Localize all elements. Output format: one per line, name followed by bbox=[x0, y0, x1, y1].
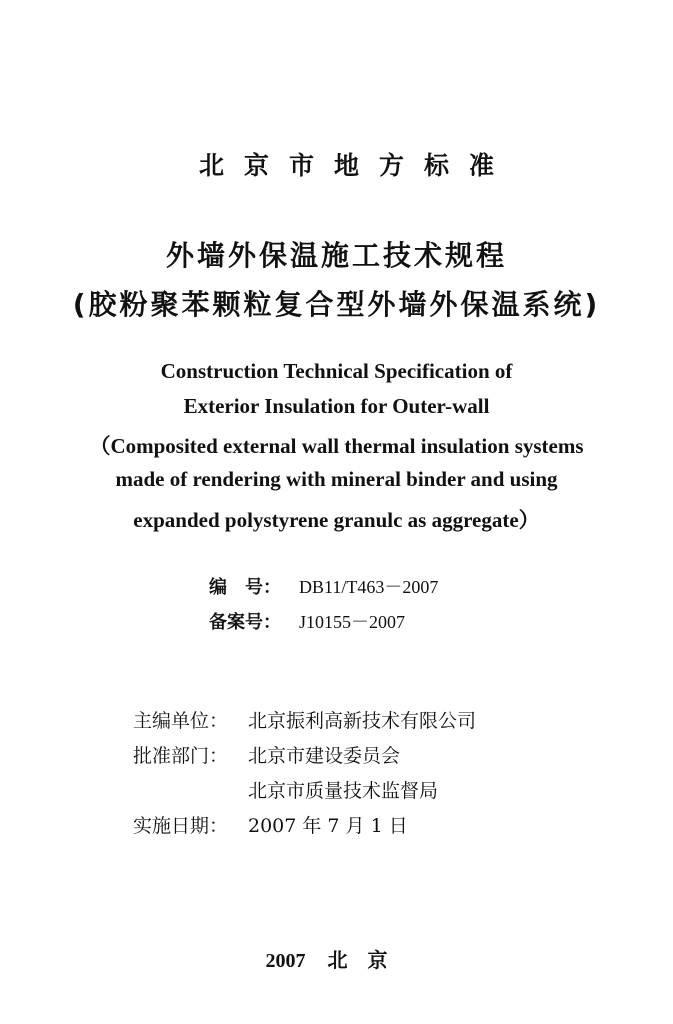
date-value: 2007 年 7 月 1 日 bbox=[248, 815, 408, 837]
standard-number-line bbox=[209, 573, 438, 608]
record-number-line bbox=[209, 608, 438, 643]
editor-label: 主编单位： bbox=[133, 710, 229, 732]
title-chinese-line-1: 外墙外保温施工技术规程 bbox=[165, 239, 507, 272]
standard-number-label: 编 号： bbox=[209, 577, 281, 598]
title-english-line-3: （Composited external wall thermal insulation systems bbox=[89, 434, 584, 458]
approval-line bbox=[133, 741, 476, 776]
code-block bbox=[209, 573, 438, 643]
title-english-line-4: made of rendering with mineral binder and using bbox=[115, 467, 558, 491]
standard-org-heading: 北京市地方标准 bbox=[198, 151, 514, 180]
editor-value: 北京振利高新技术有限公司 bbox=[248, 710, 477, 732]
approval-label: 批准部门： bbox=[133, 745, 229, 767]
date-line bbox=[133, 811, 476, 846]
info-block bbox=[133, 706, 476, 846]
record-number-label: 备案号： bbox=[209, 612, 281, 633]
title-english-line-5: expanded polystyrene granulc as aggregate） bbox=[133, 508, 540, 532]
footer-city: 北京 bbox=[327, 948, 408, 972]
title-chinese-line-2: (胶粉聚苯颗粒复合型外墙外保温系统) bbox=[72, 288, 601, 321]
title-english-line-2: Exterior Insulation for Outer-wall bbox=[183, 394, 490, 418]
footer-year: 2007 bbox=[265, 950, 306, 972]
date-label: 实施日期： bbox=[133, 815, 229, 837]
standard-number-value: DB11/T463－2007 bbox=[299, 577, 439, 597]
title-english-line-1: Construction Technical Specification of bbox=[160, 359, 513, 383]
approval-value-1: 北京市建设委员会 bbox=[248, 745, 401, 767]
record-number-value: J10155－2007 bbox=[299, 612, 406, 632]
approval-line-2 bbox=[133, 776, 476, 811]
footer bbox=[0, 944, 673, 973]
editor-line bbox=[133, 706, 476, 741]
approval-value-2: 北京市质量技术监督局 bbox=[248, 780, 439, 802]
